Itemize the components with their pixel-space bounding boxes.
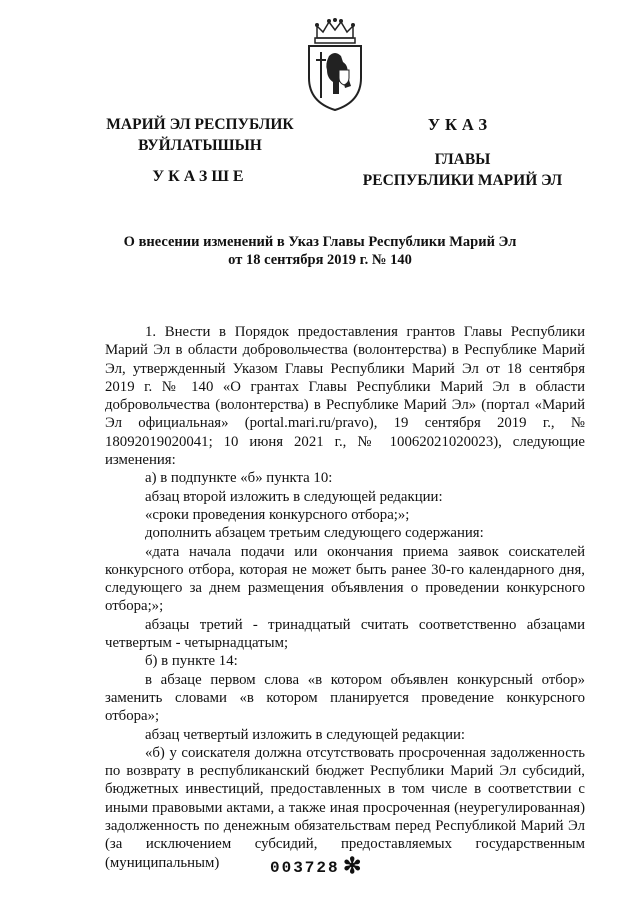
- document-serial-number: 003728: [270, 859, 340, 877]
- paragraph-1: 1. Внести в Порядок предоставления грантов Главы Республики Марий Эл в области добровольчества (волонтерства) в Республике Марий Эл, утвержденный Указом Главы Республики Марий Эл от 18 сентября 2019 г. № 140 «О грантах Главы Республики Марий Эл в области добровольчества (волонтерства) в Республике Марий Эл» (портал «Марий Эл официальная» (portal.mari.ru/pravo), 19 сентября 2019 г., № 18092019020041; 10 июня 2021 г., № 10062021020023), следующие изменения:: [105, 324, 585, 469]
- paragraph-7: абзацы третий - тринадцатый считать соответственно абзацами четвертым - четырнадцатым;: [105, 616, 585, 652]
- asterisk-mark-icon: ✻: [343, 853, 362, 878]
- paragraph-4: «сроки проведения конкурсного отбора;»;: [145, 506, 410, 523]
- title-line1: О внесении изменений в Указ Главы Республики Марий Эл: [123, 234, 517, 250]
- document-body: [105, 323, 585, 872]
- title-line2: от 18 сентября 2019 г. № 140: [228, 252, 412, 268]
- paragraph-2: а) в подпункте «б» пункта 10:: [145, 470, 333, 487]
- header-right-line2: ГЛАВЫ: [434, 151, 491, 168]
- header-right-title: УКАЗ: [427, 115, 493, 134]
- header-right-block: [345, 149, 580, 191]
- paragraph-9: в абзаце первом слова «в котором объявлен конкурсный отбор» заменить словами «в котором планируется проведение конкурсного отбора»;: [105, 671, 585, 725]
- paragraph-10: абзац четвертый изложить в следующей редакции:: [145, 726, 466, 743]
- paragraph-5: дополнить абзацем третьим следующего содержания:: [145, 525, 484, 542]
- header-left-block: [95, 114, 305, 187]
- header-left-line3: УКАЗШЕ: [152, 168, 248, 185]
- paragraph-8: б) в пункте 14:: [145, 653, 238, 670]
- header-left-line2: ВУЙЛАТЫШЫН: [138, 137, 262, 154]
- document-title: [95, 233, 545, 269]
- paragraph-6: «дата начала подачи или окончания приема заявок соискателей конкурсного отбора, которая не может быть ранее 30-го календарного дня, следующего за днем размещения объявления о проведении конкурсного отбора;»;: [105, 543, 585, 615]
- mari-el-coat-of-arms-icon: [299, 16, 371, 114]
- header-right-line3: РЕСПУБЛИКИ МАРИЙ ЭЛ: [362, 172, 563, 189]
- paragraph-11: «б) у соискателя должна отсутствовать просроченная задолженность по возврату в республиканский бюджет Республики Марий Эл субсидий, бюджетных инвестиций, предоставленных в том числе в соответствии с иными правовыми актами, а также иная просроченная (неурегулированная) задолженность по денежным обязательствам перед Республикой Марий Эл (за исключением субсидий, предоставляемых государственным (муниципальным): [105, 744, 585, 871]
- paragraph-3: абзац второй изложить в следующей редакции:: [145, 488, 443, 505]
- header-left-line1: МАРИЙ ЭЛ РЕСПУБЛИК: [106, 116, 294, 133]
